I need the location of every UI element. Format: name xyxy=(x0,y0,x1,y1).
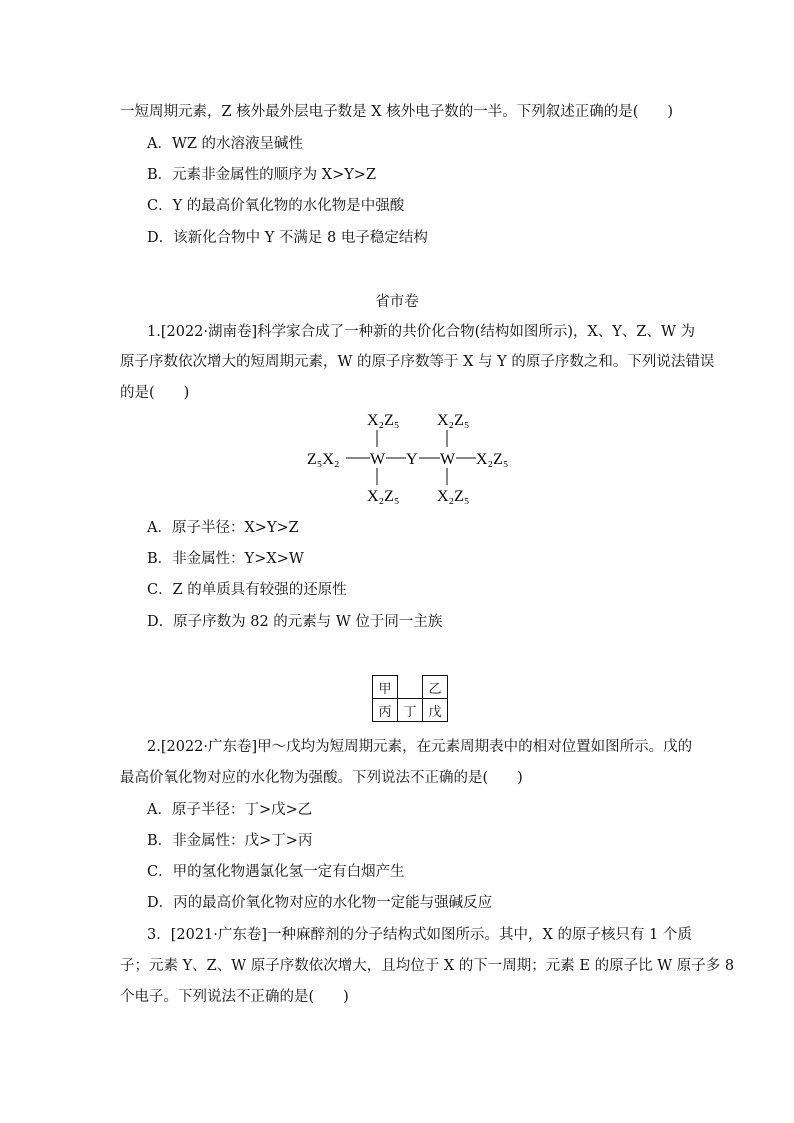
q0-option-c: C．Y 的最高价氧化物的水化物是中强酸 xyxy=(147,198,405,214)
section-title: 省市卷 xyxy=(375,294,419,310)
q1-option-c: C．Z 的单质具有较强的还原性 xyxy=(147,582,347,598)
struct-bottom-left: X₂Z₅ xyxy=(367,488,400,505)
q2-stem-line-2: 最高价氧化物对应的水化物为强酸。下列说法不正确的是( ) xyxy=(120,770,523,786)
struct-w1: W xyxy=(370,451,386,468)
q1-structure-diagram xyxy=(300,405,530,505)
q1-stem-line-3: 的是( ) xyxy=(120,385,190,401)
q1-stem-line-1: 1.[2022·湖南卷]科学家合成了一种新的共价化合物(结构如图所示)，X、Y、Z、W 为 xyxy=(147,324,695,340)
q1-stem-line-2: 原子序数依次增大的短周期元素，W 的原子序数等于 X 与 Y 的原子序数之和。下列说法错误 xyxy=(120,354,715,370)
q3-stem-line-2: 子；元素 Y、Z、W 原子序数依次增大，且均位于 X 的下一周期；元素 E 的原子比 W 原子多 8 xyxy=(120,958,735,974)
q3-stem-line-3: 个电子。下列说法不正确的是( ) xyxy=(120,989,349,1005)
struct-right-group: X₂Z₅ xyxy=(476,451,509,468)
q0-option-b: B．元素非金属性的顺序为 X>Y>Z xyxy=(147,167,377,183)
q1-option-a: A．原子半径：X>Y>Z xyxy=(147,520,299,536)
table-cell-bing: 丙 xyxy=(373,699,398,722)
q3-stem-line-1: 3．[2021·广东卷]一种麻醉剂的分子结构式如图所示。其中，X 的原子核只有 1 个质 xyxy=(147,927,692,943)
q1-option-d: D．原子序数为 82 的元素与 W 位于同一主族 xyxy=(147,614,443,630)
q2-option-d: D．丙的最高价氧化物对应的水化物一定能与强碱反应 xyxy=(147,895,493,911)
struct-top-right: X₂Z₅ xyxy=(437,412,470,429)
q2-periodic-position-table xyxy=(372,675,448,722)
q2-option-b: B．非金属性：戊>丁>丙 xyxy=(147,833,313,849)
struct-w2: W xyxy=(440,451,456,468)
q0-option-d: D．该新化合物中 Y 不满足 8 电子稳定结构 xyxy=(147,230,428,246)
table-cell-ding: 丁 xyxy=(398,699,423,722)
q1-option-b: B．非金属性：Y>X>W xyxy=(147,551,304,567)
q0-option-a: A．WZ 的水溶液呈碱性 xyxy=(147,136,304,152)
q0-stem: 一短周期元素，Z 核外最外层电子数是 X 核外电子数的一半。下列叙述正确的是( ) xyxy=(120,104,674,120)
table-cell-jia: 甲 xyxy=(373,676,398,699)
table-cell-empty xyxy=(398,676,423,699)
struct-left-group: Z₅X₂ xyxy=(307,451,340,468)
struct-y: Y xyxy=(406,451,418,468)
struct-bottom-right: X₂Z₅ xyxy=(437,488,470,505)
struct-top-left: X₂Z₅ xyxy=(367,412,400,429)
q2-option-a: A．原子半径：丁>戊>乙 xyxy=(147,802,313,818)
table-cell-wu: 戊 xyxy=(423,699,448,722)
table-cell-yi: 乙 xyxy=(423,676,448,699)
q2-stem-line-1: 2.[2022·广东卷]甲～戊均为短周期元素，在元素周期表中的相对位置如图所示。戊的 xyxy=(147,739,693,755)
q2-option-c: C．甲的氢化物遇氯化氢一定有白烟产生 xyxy=(147,864,405,880)
